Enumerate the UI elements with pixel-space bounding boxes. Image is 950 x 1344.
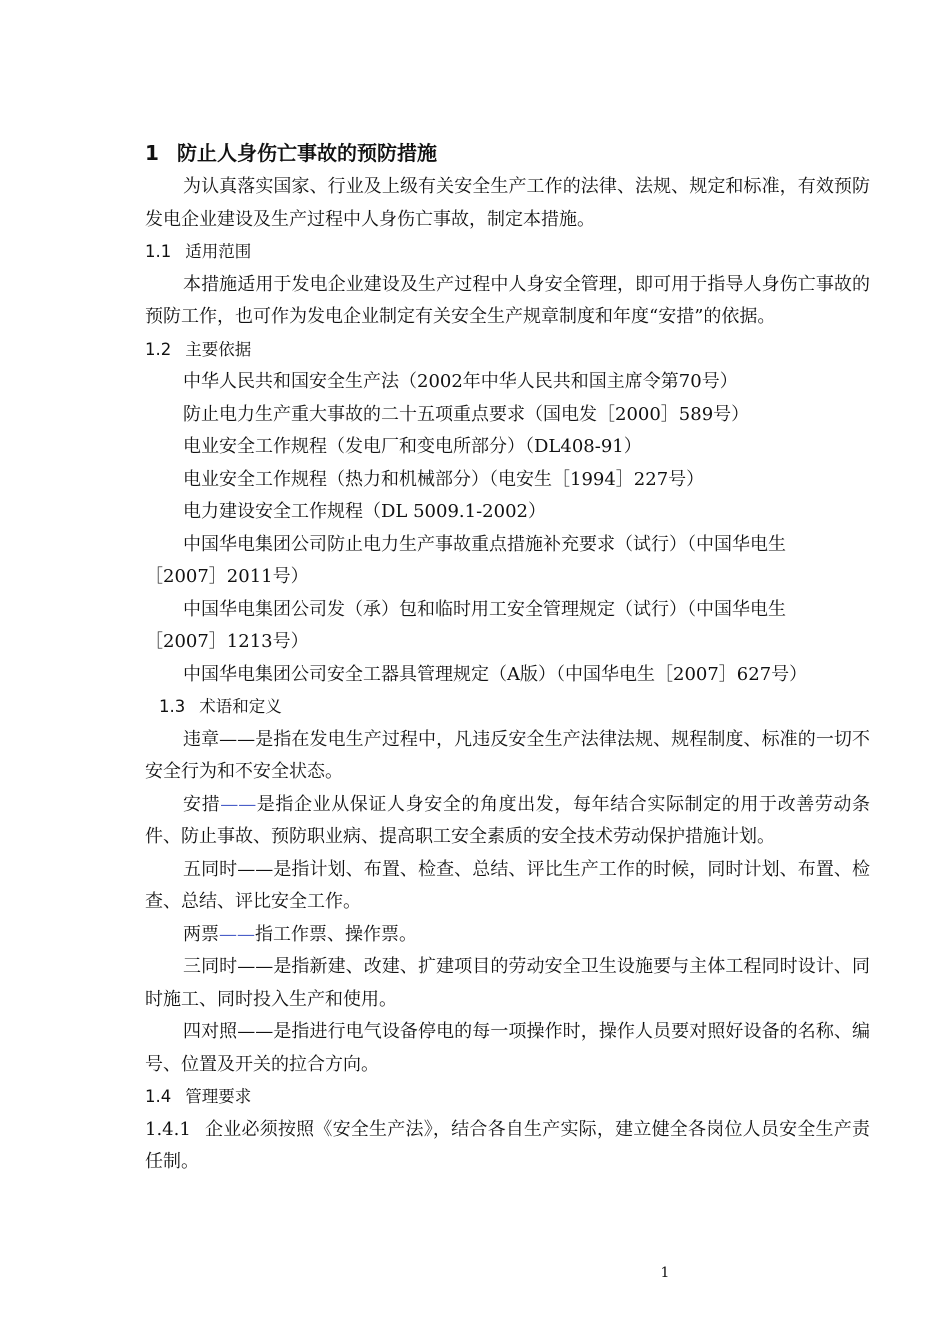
section-heading-1-2: 1.2 主要依据 xyxy=(145,339,252,359)
clause-1-4-1: 1.4.1 企业必须按照《安全生产法》，结合各自生产实际，建立健全各岗位人员安全生产责任制。 xyxy=(145,1118,870,1172)
heading-number: 1 xyxy=(145,141,159,165)
document-body xyxy=(145,135,870,1179)
term-definition: 四对照——是指进行电气设备停电的每一项操作时，操作人员要对照好设备的名称、编号、位置及开关的拉合方向。 xyxy=(145,1021,870,1075)
section-heading-1-1: 1.1 适用范围 xyxy=(145,242,252,261)
term-definition: 三同时——是指新建、改建、扩建项目的劳动安全卫生设施要与主体工程同时设计、同时施工、同时投入生产和使用。 xyxy=(145,956,870,1010)
term-definition: 安措——是指企业从保证人身安全的角度出发，每年结合实际制定的用于改善劳动条件、防止事故、预防职业病、提高职工安全素质的安全技术劳动保护措施计划。 xyxy=(145,793,870,847)
reference-item: 电业安全工作规程（发电厂和变电所部分）（DL408-91） xyxy=(183,436,642,457)
term-definition: 两票——指工作票、操作票。 xyxy=(183,923,417,945)
reference-item: 中国华电集团公司发（承）包和临时用工安全管理规定（试行）（中国华电生 ［2007］1213号） xyxy=(145,598,786,652)
reference-item: 电力建设安全工作规程（DL 5009.1-2002） xyxy=(183,501,546,522)
intro-paragraph: 为认真落实国家、行业及上级有关安全生产工作的法律、法规、规定和标准，有效预防发电企业建设及生产过程中人身伤亡事故，制定本措施。 xyxy=(145,176,870,230)
heading-title: 防止人身伤亡事故的预防措施 xyxy=(177,141,437,165)
section-heading-1 xyxy=(145,135,870,171)
page-number: 1 xyxy=(660,1265,670,1281)
reference-item: 中国华电集团公司安全工器具管理规定（A版）（中国华电生［2007］627号） xyxy=(183,663,808,685)
reference-item: 中华人民共和国安全生产法（2002年中华人民共和国主席令第70号） xyxy=(183,371,738,392)
section-heading-1-3: 1.3 术语和定义 xyxy=(159,697,282,716)
reference-item: 中国华电集团公司防止电力生产事故重点措施补充要求（试行）（中国华电生 ［2007］2011号） xyxy=(145,533,786,587)
reference-item: 防止电力生产重大事故的二十五项重点要求（国电发［2000］589号） xyxy=(183,403,750,425)
reference-item: 电业安全工作规程（热力和机械部分）（电安生［1994］227号） xyxy=(183,468,705,490)
scope-paragraph: 本措施适用于发电企业建设及生产过程中人身安全管理，即可用于指导人身伤亡事故的预防工作，也可作为发电企业制定有关安全生产规章制度和年度“安措”的依据。 xyxy=(145,273,870,327)
term-definition: 违章——是指在发电生产过程中，凡违反安全生产法律法规、规程制度、标准的一切不安全行为和不安全状态。 xyxy=(145,728,871,782)
section-heading-1-4: 1.4 管理要求 xyxy=(145,1087,252,1106)
term-definition: 五同时——是指计划、布置、检查、总结、评比生产工作的时候，同时计划、布置、检查、总结、评比安全工作。 xyxy=(145,858,870,912)
